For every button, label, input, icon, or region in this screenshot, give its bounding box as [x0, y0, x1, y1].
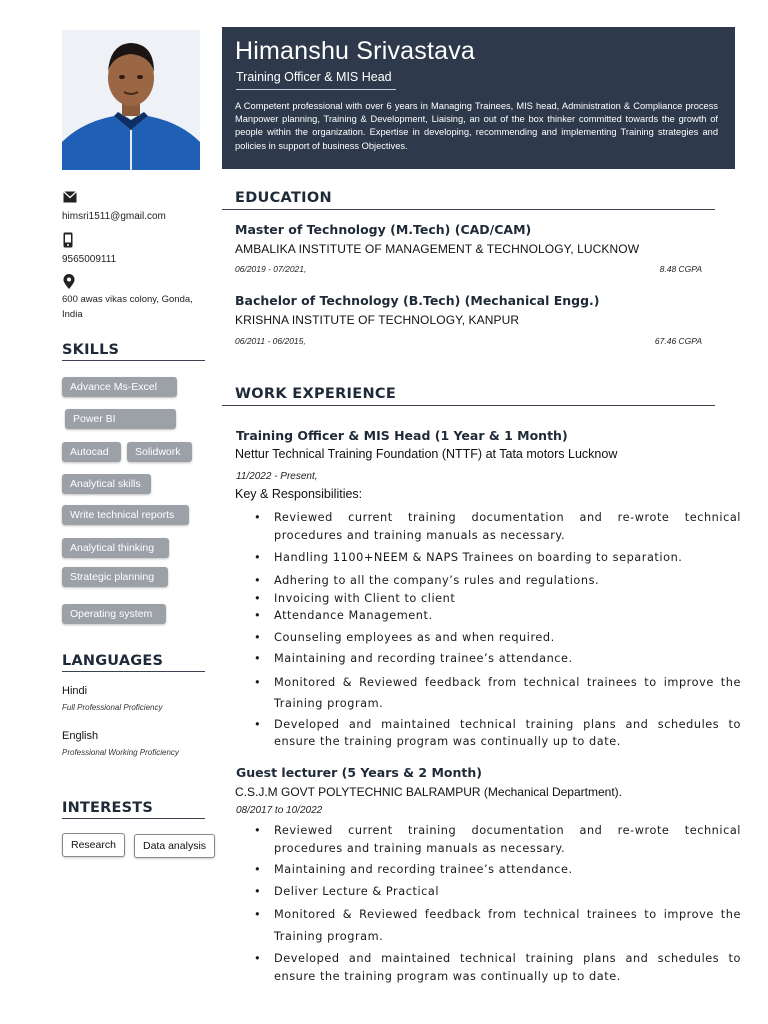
language-level: Full Professional Proficiency	[62, 703, 163, 712]
candidate-role: Training Officer & MIS Head	[236, 70, 392, 84]
job-dates: 08/2017 to 10/2022	[236, 805, 323, 816]
profile-summary: A Competent professional with over 6 years in Managing Trainees, MIS head, Administration & Compliance process Manpower planning, Training & Development, Liaising, an out of the box thinker committed towards the growth of people within the organization. Expertise in developing, recommending and implementing Training strategies and policies in support of business Objectives.	[235, 101, 718, 151]
location-pin-icon	[63, 274, 79, 290]
job-responsibilities-list	[254, 509, 741, 751]
list-item: • Invoicing with Client to client	[254, 590, 741, 608]
divider	[236, 89, 396, 90]
interests-heading: INTERESTS	[62, 800, 205, 819]
list-item: • Monitored & Reviewed feedback from technical trainees to improve the Training program.	[254, 904, 741, 948]
degree-score: 8.48 CGPA	[659, 264, 702, 274]
language-level: Professional Working Proficiency	[62, 748, 179, 757]
job-subheading: Key & Responsibilities:	[235, 487, 363, 501]
list-item: • Reviewed current training documentation and re-wrote technical procedures and training manuals as necessary.	[254, 509, 741, 544]
list-item: • Monitored & Reviewed feedback from technical trainees to improve the Training program.	[254, 672, 741, 714]
email-text[interactable]: himsri1511@gmail.com	[62, 211, 166, 222]
skill-tag: Solidwork	[127, 442, 192, 462]
job-organization: Nettur Technical Training Foundation (NTTF) at Tata motors Lucknow	[235, 447, 618, 461]
degree-dates: 06/2011 - 06/2015,	[235, 336, 306, 346]
skill-tag: Strategic planning	[62, 567, 168, 587]
envelope-icon	[63, 190, 79, 206]
job-responsibilities-list	[254, 822, 741, 985]
list-item: • Developed and maintained technical training plans and schedules to ensure the training program was continually up to date.	[254, 950, 741, 985]
person-portrait-illustration	[62, 30, 200, 170]
list-item: • Handling 1100+NEEM & NAPS Trainees on boarding to separation.	[254, 549, 741, 567]
language-name: Hindi	[62, 685, 88, 697]
skills-heading: SKILLS	[62, 342, 205, 361]
list-item: • Deliver Lecture & Practical	[254, 883, 741, 901]
education-heading: EDUCATION	[222, 190, 715, 210]
candidate-name: Himanshu Srivastava	[235, 37, 476, 65]
skill-tag: Advance Ms-Excel	[62, 377, 177, 397]
degree-school: KRISHNA INSTITUTE OF TECHNOLOGY, KANPUR	[235, 313, 520, 327]
skill-tag: Analytical thinking	[62, 538, 169, 558]
interest-tag: Research	[62, 833, 125, 857]
job-title: Training Officer & MIS Head (1 Year & 1 Month)	[236, 428, 568, 443]
address-text: 600 awas vikas colony, Gonda, India	[62, 294, 193, 320]
list-item: • Maintaining and recording trainee’s attendance.	[254, 650, 741, 668]
degree-title: Bachelor of Technology (B.Tech) (Mechanical Engg.)	[235, 293, 600, 308]
job-dates: 11/2022 - Present,	[236, 471, 318, 482]
list-item: • Attendance Management.	[254, 607, 741, 625]
degree-dates: 06/2019 - 07/2021,	[235, 264, 307, 274]
profile-photo	[62, 30, 200, 170]
skill-tag: Autocad	[62, 442, 121, 462]
skill-tag: Operating system	[62, 604, 166, 624]
languages-heading: LANGUAGES	[62, 653, 205, 672]
skill-tag: Analytical skills	[62, 474, 151, 494]
degree-school: AMBALIKA INSTITUTE OF MANAGEMENT & TECHNOLOGY, LUCKNOW	[235, 242, 640, 256]
list-item: • Counseling employees as and when required.	[254, 629, 741, 647]
phone-text[interactable]: 9565009111	[62, 254, 117, 265]
degree-score: 67.46 CGPA	[654, 336, 702, 346]
language-name: English	[62, 730, 99, 742]
job-organization: C.S.J.M GOVT POLYTECHNIC BALRAMPUR (Mechanical Department).	[235, 785, 622, 799]
skill-tag: Power BI	[65, 409, 176, 429]
list-item: • Developed and maintained technical training plans and schedules to ensure the training program was continually up to date.	[254, 716, 741, 751]
job-title: Guest lecturer (5 Years & 2 Month)	[236, 765, 482, 780]
phone-icon	[63, 232, 79, 248]
list-item: • Reviewed current training documentation and re-wrote technical procedures and training manuals as necessary.	[254, 822, 741, 857]
interest-tag: Data analysis	[134, 834, 215, 858]
work-experience-heading: WORK EXPERIENCE	[222, 386, 715, 406]
profile-header	[222, 27, 735, 169]
degree-title: Master of Technology (M.Tech) (CAD/CAM)	[235, 222, 532, 237]
list-item: • Maintaining and recording trainee’s attendance.	[254, 861, 741, 879]
skill-tag: Write technical reports	[62, 505, 189, 525]
list-item: • Adhering to all the company’s rules and regulations.	[254, 571, 741, 590]
